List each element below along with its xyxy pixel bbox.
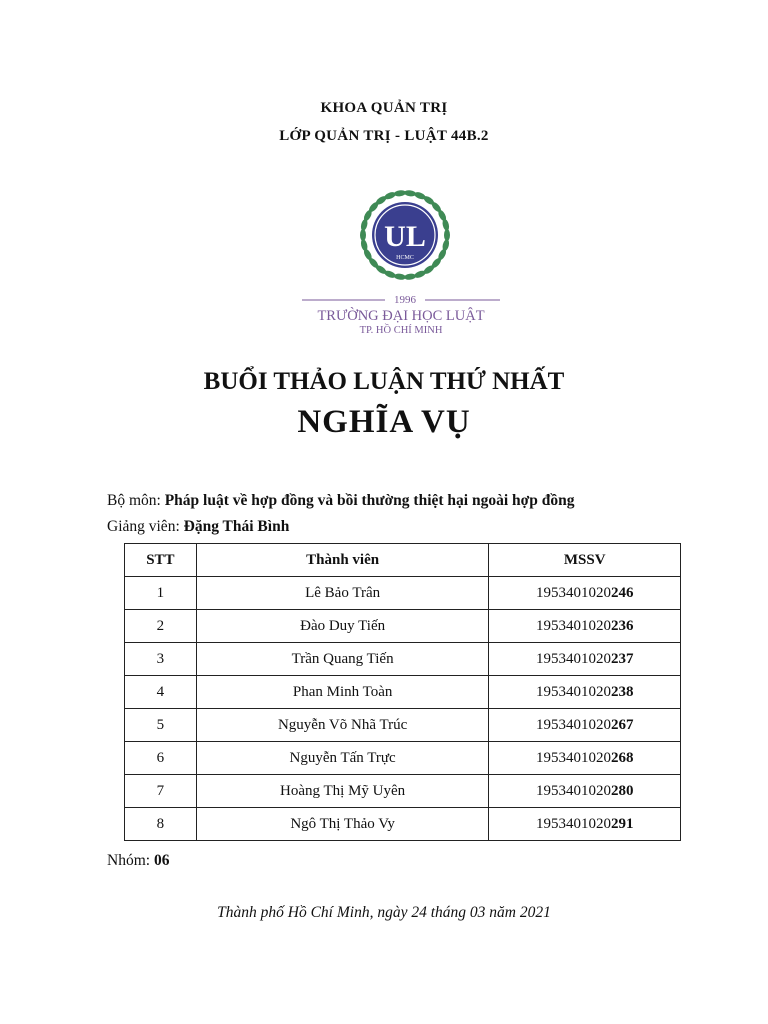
table-row (125, 709, 681, 742)
subject-title: NGHĨA VỤ (297, 404, 471, 440)
mssv-prefix: 1953401020 (535, 584, 611, 601)
cell-stt: 5 (125, 709, 197, 742)
cell-stt: 3 (125, 643, 197, 676)
mssv-suffix: 268 (610, 749, 634, 766)
place-date: Thành phố Hồ Chí Minh, ngày 24 tháng 03 năm 2021 (217, 904, 551, 921)
cell-stt: 2 (125, 610, 197, 643)
cell-name: Nguyễn Tấn Trực (196, 742, 489, 775)
laurel-leaf (360, 229, 366, 241)
mssv-prefix: 1953401020 (535, 617, 611, 634)
logo-year: 1996 (394, 294, 416, 306)
mssv-suffix: 280 (610, 782, 634, 799)
cell-mssv (489, 643, 681, 676)
logo-university-name: TRƯỜNG ĐẠI HỌC LUẬT (317, 308, 485, 324)
mssv-suffix: 238 (610, 683, 634, 700)
cell-name: Trần Quang Tiến (196, 643, 489, 676)
group-label: Nhóm: (107, 852, 151, 869)
mssv-prefix: 1953401020 (535, 815, 611, 832)
cell-stt: 6 (125, 742, 197, 775)
mssv-suffix: 291 (610, 815, 634, 832)
cell-mssv (489, 808, 681, 841)
university-logo (300, 188, 510, 338)
cell-mssv (489, 775, 681, 808)
table-row (125, 610, 681, 643)
cell-name: Phan Minh Toàn (196, 676, 489, 709)
table-row (125, 775, 681, 808)
cell-stt: 7 (125, 775, 197, 808)
table-row (125, 676, 681, 709)
mssv-suffix: 236 (610, 617, 634, 634)
lecturer-label: Giảng viên: (107, 518, 180, 535)
table-row (125, 742, 681, 775)
cell-mssv (489, 577, 681, 610)
cell-mssv (489, 610, 681, 643)
cell-name: Đào Duy Tiến (196, 610, 489, 643)
session-title: BUỔI THẢO LUẬN THỨ NHẤT (203, 368, 565, 395)
table-header-row (125, 544, 681, 577)
mssv-prefix: 1953401020 (535, 782, 611, 799)
cell-stt: 8 (125, 808, 197, 841)
mssv-suffix: 237 (610, 650, 634, 667)
cell-stt: 4 (125, 676, 197, 709)
header-mssv: MSSV (489, 544, 681, 577)
table-row (125, 577, 681, 610)
cell-name: Lê Bảo Trân (196, 577, 489, 610)
group-number: 06 (153, 852, 170, 869)
logo-monogram: UL (384, 220, 426, 253)
cell-stt: 1 (125, 577, 197, 610)
cell-mssv (489, 709, 681, 742)
faculty-name: KHOA QUẢN TRỊ (320, 100, 448, 116)
course-value: Pháp luật về hợp đồng và bồi thường thiệt hại ngoài hợp đồng (164, 492, 575, 509)
members-table (124, 543, 681, 841)
mssv-prefix: 1953401020 (535, 683, 611, 700)
class-name: LỚP QUẢN TRỊ - LUẬT 44B.2 (279, 128, 489, 144)
mssv-prefix: 1953401020 (535, 749, 611, 766)
logo-city: TP. HỒ CHÍ MINH (359, 325, 443, 336)
table-row (125, 643, 681, 676)
group-line (107, 852, 169, 870)
lecturer-line (107, 518, 289, 536)
mssv-suffix: 267 (610, 716, 634, 733)
table-row (125, 808, 681, 841)
lecturer-value: Đặng Thái Bình (183, 518, 290, 535)
mssv-suffix: 246 (610, 584, 634, 601)
cell-mssv (489, 742, 681, 775)
header-member: Thành viên (196, 544, 489, 577)
course-line (107, 492, 574, 510)
header-stt: STT (125, 544, 197, 577)
mssv-prefix: 1953401020 (535, 716, 611, 733)
mssv-prefix: 1953401020 (535, 650, 611, 667)
cell-name: Hoàng Thị Mỹ Uyên (196, 775, 489, 808)
cell-name: Ngô Thị Thảo Vy (196, 808, 489, 841)
cell-name: Nguyễn Võ Nhã Trúc (196, 709, 489, 742)
laurel-leaf (444, 229, 450, 241)
cell-mssv (489, 676, 681, 709)
course-label: Bộ môn: (107, 492, 161, 509)
logo-badge-text: HCMC (396, 255, 414, 261)
